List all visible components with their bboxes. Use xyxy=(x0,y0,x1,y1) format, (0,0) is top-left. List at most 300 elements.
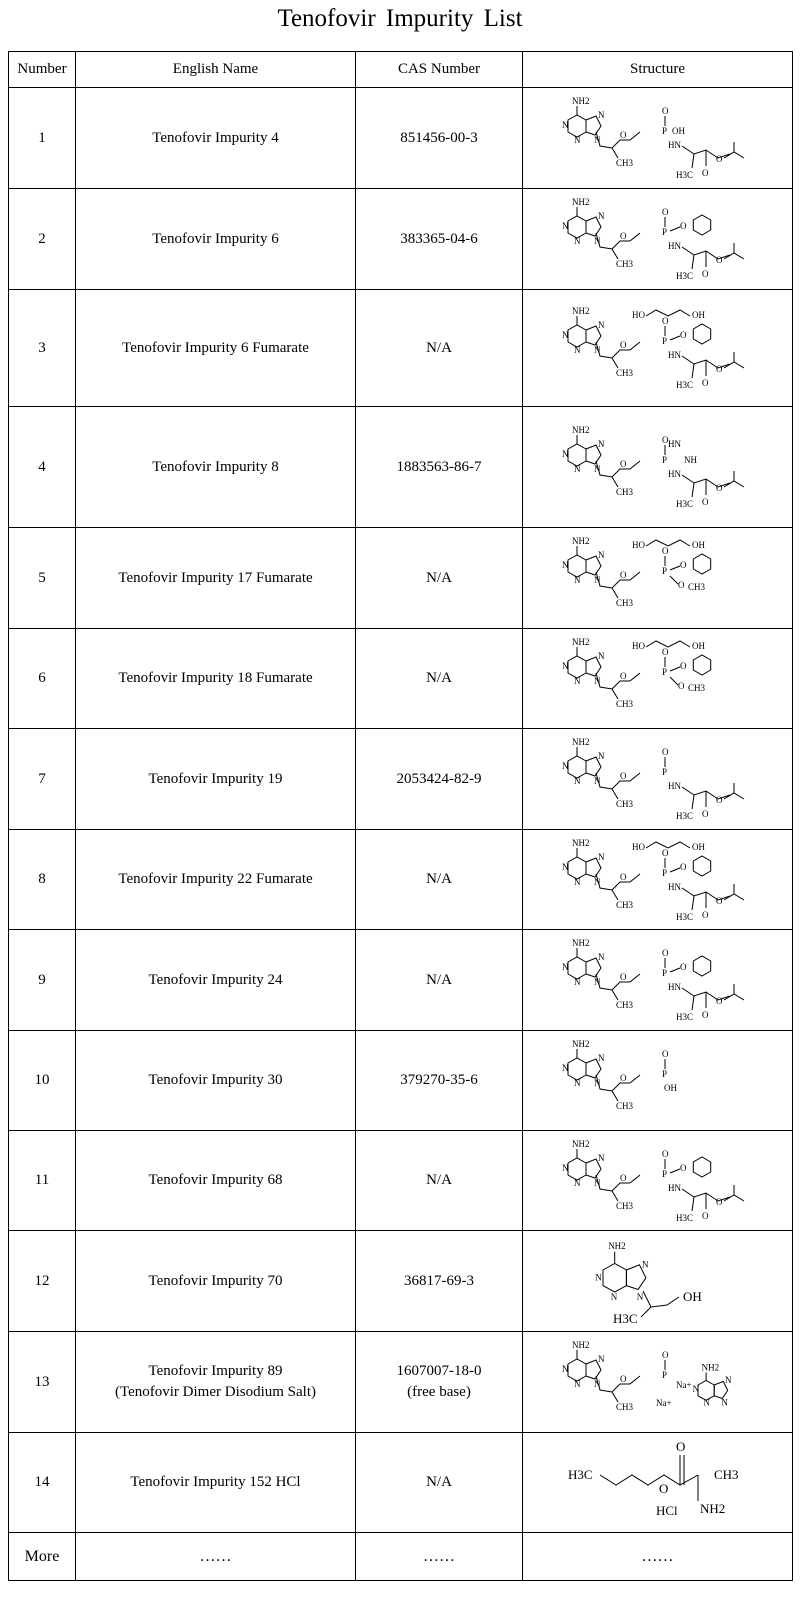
more-row[interactable] xyxy=(9,1533,793,1581)
row-english-name xyxy=(76,930,356,1031)
phenyl-ring xyxy=(693,324,710,344)
o-label: O xyxy=(661,207,668,217)
row-number xyxy=(9,88,76,189)
row-cas-text: N/A xyxy=(426,569,452,586)
row-number-text: 3 xyxy=(38,339,46,356)
row-name-text: Tenofovir Impurity 70 xyxy=(148,1272,283,1289)
o-label: O xyxy=(619,1172,626,1183)
structure-image xyxy=(558,421,758,513)
row-name-text: Tenofovir Impurity 4 xyxy=(152,129,279,146)
n-label: N xyxy=(724,1375,731,1386)
ch3-label: CH3 xyxy=(615,158,633,168)
oh-label: OH xyxy=(663,1082,677,1093)
row-name-text: Tenofovir Impurity 24 xyxy=(148,971,283,988)
n-label: N xyxy=(573,1379,580,1389)
h3c-label: H3C xyxy=(675,1012,693,1022)
header-structure: Structure xyxy=(523,52,793,88)
p-label: P xyxy=(661,867,667,878)
h3c-label: H3C xyxy=(675,380,693,390)
structure-image xyxy=(558,1035,758,1127)
o-label: O xyxy=(661,747,668,757)
n-label: N xyxy=(573,977,580,987)
o-label: O xyxy=(715,255,722,265)
n-label: N xyxy=(593,135,600,145)
ho-label: HO xyxy=(631,841,645,852)
n-label: N xyxy=(561,1162,568,1173)
nh2-label: NH2 xyxy=(571,306,589,316)
row-cas-number xyxy=(356,528,523,629)
phenyl-ring xyxy=(693,956,710,976)
nh2-label: NH2 xyxy=(571,837,589,848)
row-cas-text: 1883563-86-7 xyxy=(396,458,482,475)
row-cas-number xyxy=(356,729,523,830)
row-name-subtitle: (Tenofovir Dimer Disodium Salt) xyxy=(115,1384,316,1400)
row-english-name xyxy=(76,407,356,528)
o-label: O xyxy=(619,871,626,882)
header-number: Number xyxy=(9,52,76,88)
table-row xyxy=(9,830,793,930)
o-label: O xyxy=(715,1196,722,1207)
o-label: O xyxy=(701,168,708,178)
row-english-name xyxy=(76,629,356,729)
n-label: N xyxy=(593,776,600,786)
row-number-text: 10 xyxy=(34,1072,50,1088)
oh-label: OH xyxy=(691,640,705,651)
table-header-row xyxy=(9,52,793,88)
nh2-label: NH2 xyxy=(571,536,589,546)
ch3-label: CH3 xyxy=(615,598,633,608)
row-number xyxy=(9,729,76,830)
h3c-label: H3C xyxy=(675,271,693,281)
row-number xyxy=(9,1031,76,1131)
o-label: O xyxy=(619,231,626,241)
row-name-text: Tenofovir Impurity 152 HCl xyxy=(130,1474,301,1490)
ch3-label: CH3 xyxy=(615,259,633,269)
o-label: O xyxy=(675,1438,685,1454)
p-label: P xyxy=(661,1370,667,1380)
row-number xyxy=(9,830,76,930)
n-label: N xyxy=(597,952,604,962)
o-label: O xyxy=(661,435,668,445)
structure-image xyxy=(558,1135,758,1227)
hn-label: HN xyxy=(667,982,681,992)
row-number-text: 1 xyxy=(38,129,46,146)
more-name: …… xyxy=(76,1533,356,1581)
row-cas-text: 1607007-18-0 xyxy=(396,1363,482,1379)
o-label: O xyxy=(661,847,668,858)
oh-label: OH xyxy=(671,126,685,136)
h3c-label: H3C xyxy=(675,499,693,509)
impurity-table xyxy=(8,51,793,1581)
row-cas-text: 379270-35-6 xyxy=(400,1072,478,1088)
row-cas-number xyxy=(356,1332,523,1433)
nh2-label: NH2 xyxy=(571,425,589,435)
table-row xyxy=(9,729,793,830)
o-label: O xyxy=(715,154,722,164)
o-label: O xyxy=(679,962,686,972)
n-label: N xyxy=(593,345,600,355)
oh-label: OH xyxy=(691,841,705,852)
row-name-text: Tenofovir Impurity 8 xyxy=(152,458,279,475)
row-cas-text: 383365-04-6 xyxy=(400,230,478,247)
table-row xyxy=(9,189,793,290)
n-label: N xyxy=(561,560,568,570)
n-label: N xyxy=(573,236,580,246)
nh2-label: NH2 xyxy=(571,96,589,106)
n-label: N xyxy=(593,464,600,474)
h3c-label: H3C xyxy=(612,1311,638,1326)
n-label: N xyxy=(573,1077,580,1088)
n-label: N xyxy=(597,439,604,449)
ch3-label: CH3 xyxy=(615,1402,633,1412)
row-english-name xyxy=(76,729,356,830)
row-english-name xyxy=(76,1433,356,1533)
o-label: O xyxy=(701,1210,708,1221)
o-label: O xyxy=(679,861,686,872)
nh2-label: NH2 xyxy=(571,1340,589,1350)
o-label: O xyxy=(701,497,708,507)
nh2-label: NH2 xyxy=(607,1241,626,1252)
n-label: N xyxy=(702,1397,710,1408)
h3c-label: H3C xyxy=(675,811,693,821)
nh-label: NH xyxy=(683,455,697,465)
n-label: N xyxy=(561,1062,568,1073)
n-label: N xyxy=(573,575,580,585)
row-structure xyxy=(523,1131,793,1231)
row-structure xyxy=(523,1231,793,1332)
ch3-label: CH3 xyxy=(615,368,633,378)
p-label: P xyxy=(661,1068,667,1079)
p-label: P xyxy=(661,767,667,777)
o-label: O xyxy=(679,330,686,340)
row-number-text: 9 xyxy=(38,971,46,988)
nh2-label: NH2 xyxy=(699,1500,725,1516)
row-number-text: 7 xyxy=(38,770,46,787)
n-label: N xyxy=(692,1384,699,1395)
n-label: N xyxy=(573,345,580,355)
row-name-text: Tenofovir Impurity 6 xyxy=(152,230,279,247)
row-cas-text: N/A xyxy=(426,971,452,988)
row-cas-number xyxy=(356,1131,523,1231)
row-cas-number xyxy=(356,88,523,189)
p-label: P xyxy=(661,666,667,677)
n-label: N xyxy=(593,1379,600,1389)
row-cas-number xyxy=(356,629,523,729)
table-row xyxy=(9,1231,793,1332)
p-label: P xyxy=(661,227,667,237)
n-label: N xyxy=(573,135,580,145)
o-label: O xyxy=(715,795,722,805)
row-number xyxy=(9,1332,76,1433)
o-label: O xyxy=(679,1162,686,1173)
row-structure xyxy=(523,407,793,528)
ho-label: HO xyxy=(631,640,645,651)
o-label: O xyxy=(677,580,684,590)
table-row xyxy=(9,1433,793,1533)
row-structure xyxy=(523,528,793,629)
n-label: N xyxy=(594,1272,602,1283)
row-structure xyxy=(523,189,793,290)
row-english-name xyxy=(76,1131,356,1231)
n-label: N xyxy=(597,851,604,862)
ch3-label: CH3 xyxy=(615,799,633,809)
o-label: O xyxy=(619,459,626,469)
row-structure xyxy=(523,830,793,930)
row-number xyxy=(9,407,76,528)
row-cas-text: N/A xyxy=(426,339,452,356)
row-cas-text: N/A xyxy=(426,1172,452,1188)
row-name-text: Tenofovir Impurity 17 Fumarate xyxy=(118,569,313,586)
phenyl-ring xyxy=(693,1157,710,1177)
n-label: N xyxy=(593,1177,600,1188)
row-cas-number xyxy=(356,290,523,407)
n-label: N xyxy=(720,1397,728,1408)
hn-label: HN xyxy=(667,469,681,479)
ch3-label: CH3 xyxy=(615,1100,633,1111)
n-label: N xyxy=(593,675,600,686)
row-number xyxy=(9,629,76,729)
structure-image xyxy=(558,633,758,725)
n-label: N xyxy=(561,761,568,771)
n-label: N xyxy=(593,575,600,585)
hn-label: HN xyxy=(667,350,681,360)
row-number-text: 12 xyxy=(34,1272,50,1289)
table-row xyxy=(9,1031,793,1131)
o-label: O xyxy=(661,1048,668,1059)
p-label: P xyxy=(661,1168,667,1179)
o-label: O xyxy=(715,996,722,1006)
ch3-label: CH3 xyxy=(687,682,705,693)
h3c-label: H3C xyxy=(675,170,693,180)
p-label: P xyxy=(661,336,667,346)
o-label: O xyxy=(679,660,686,671)
n-label: N xyxy=(561,449,568,459)
n-label: N xyxy=(597,650,604,661)
row-english-name xyxy=(76,189,356,290)
row-number-text: 6 xyxy=(38,670,46,686)
structure-image xyxy=(538,1437,778,1529)
row-name-text: Tenofovir Impurity 18 Fumarate xyxy=(118,670,313,686)
row-english-name xyxy=(76,1332,356,1433)
o-label: O xyxy=(619,1072,626,1083)
row-english-name xyxy=(76,528,356,629)
phenyl-ring xyxy=(693,215,710,235)
n-label: N xyxy=(573,675,580,686)
na-label: Na+ xyxy=(655,1398,672,1408)
structure-image xyxy=(558,733,758,825)
header-english-name: English Name xyxy=(76,52,356,88)
table-row xyxy=(9,290,793,407)
n-label: N xyxy=(573,776,580,786)
row-cas-number xyxy=(356,407,523,528)
row-cas-number xyxy=(356,1231,523,1332)
table-row xyxy=(9,407,793,528)
row-english-name xyxy=(76,88,356,189)
row-structure xyxy=(523,629,793,729)
page-title: Tenofovir Impurity List xyxy=(277,5,523,32)
row-cas-text: N/A xyxy=(426,670,452,686)
nh2-label: NH2 xyxy=(571,1038,589,1049)
o-label: O xyxy=(679,221,686,231)
n-label: N xyxy=(597,751,604,761)
table-row xyxy=(9,1332,793,1433)
more-structure: …… xyxy=(523,1533,793,1581)
o-label: O xyxy=(619,1374,626,1384)
o-label: O xyxy=(701,269,708,279)
o-label: O xyxy=(619,771,626,781)
table-row xyxy=(9,629,793,729)
n-label: N xyxy=(573,464,580,474)
p-label: P xyxy=(661,968,667,978)
o-label: O xyxy=(661,106,668,116)
row-english-name xyxy=(76,1031,356,1131)
hn-label: HN xyxy=(667,881,681,892)
row-english-name xyxy=(76,830,356,930)
row-cas-text: N/A xyxy=(426,871,452,887)
structure-image xyxy=(558,302,758,394)
n-label: N xyxy=(593,977,600,987)
row-number xyxy=(9,1231,76,1332)
nh2-label: NH2 xyxy=(571,1138,589,1149)
n-label: N xyxy=(610,1291,617,1302)
p-label: P xyxy=(661,126,667,136)
row-cas-text: 2053424-82-9 xyxy=(396,770,482,787)
n-label: N xyxy=(561,962,568,972)
table-row xyxy=(9,930,793,1031)
row-number-text: 5 xyxy=(38,569,46,586)
row-cas-number xyxy=(356,1433,523,1533)
n-label: N xyxy=(597,211,604,221)
nh2-label: NH2 xyxy=(571,197,589,207)
row-cas-text: 851456-00-3 xyxy=(400,129,478,146)
oh-label: OH xyxy=(691,310,705,320)
row-number xyxy=(9,1433,76,1533)
row-structure xyxy=(523,1031,793,1131)
structure-image xyxy=(558,834,758,926)
o-label: O xyxy=(661,1350,668,1360)
h3c-label: H3C xyxy=(675,911,693,922)
p-label: P xyxy=(661,455,667,465)
hn-label: HN xyxy=(667,1182,681,1193)
table-row xyxy=(9,88,793,189)
n-label: N xyxy=(597,320,604,330)
row-cas-text: 36817-69-3 xyxy=(404,1272,474,1289)
n-label: N xyxy=(597,110,604,120)
structure-image xyxy=(558,934,758,1026)
structure-image xyxy=(558,532,758,624)
row-number-text: 13 xyxy=(34,1373,50,1390)
row-name-text: Tenofovir Impurity 6 Fumarate xyxy=(122,339,309,356)
n-label: N xyxy=(561,660,568,671)
o-label: O xyxy=(715,483,722,493)
structure-image xyxy=(558,193,758,285)
oh-label: OH xyxy=(682,1289,702,1304)
row-number xyxy=(9,1131,76,1231)
row-number xyxy=(9,930,76,1031)
ch3-label: CH3 xyxy=(615,1200,633,1211)
nh2-label: NH2 xyxy=(571,737,589,747)
more-cas: …… xyxy=(356,1533,523,1581)
h3c-label: H3C xyxy=(567,1466,593,1482)
o-label: O xyxy=(661,1148,668,1159)
nh2-label: NH2 xyxy=(701,1362,719,1373)
row-number xyxy=(9,528,76,629)
row-cas-text: N/A xyxy=(426,1474,452,1490)
row-structure xyxy=(523,930,793,1031)
n-label: N xyxy=(593,876,600,887)
row-cas-number xyxy=(356,930,523,1031)
row-name-text: Tenofovir Impurity 22 Fumarate xyxy=(118,871,313,887)
ho-label: HO xyxy=(631,310,645,320)
hn-label: HN xyxy=(667,140,681,150)
n-label: N xyxy=(561,1364,568,1374)
row-structure xyxy=(523,729,793,830)
structure-image xyxy=(543,1235,773,1327)
hn-label: HN xyxy=(667,781,681,791)
n-label: N xyxy=(593,236,600,246)
nh2-label: NH2 xyxy=(571,636,589,647)
nh2-label: NH2 xyxy=(571,938,589,948)
o-label: O xyxy=(677,680,684,691)
row-structure xyxy=(523,290,793,407)
hn-label: HN xyxy=(667,241,681,251)
n-label: N xyxy=(597,550,604,560)
row-number-text: 2 xyxy=(38,230,46,247)
ch3-label: CH3 xyxy=(687,582,705,592)
n-label: N xyxy=(597,1354,604,1364)
p-label: P xyxy=(661,566,667,576)
row-name-text: Tenofovir Impurity 19 xyxy=(148,770,283,787)
row-number-text: 11 xyxy=(34,1172,50,1188)
row-structure xyxy=(523,1433,793,1533)
o-label: O xyxy=(619,130,626,140)
row-cas-number xyxy=(356,830,523,930)
na-label: Na+ xyxy=(675,1380,692,1390)
row-structure xyxy=(523,1332,793,1433)
phenyl-ring xyxy=(693,554,710,574)
table-row xyxy=(9,528,793,629)
o-label: O xyxy=(679,560,686,570)
row-cas-number xyxy=(356,189,523,290)
more-number[interactable]: More xyxy=(9,1533,76,1581)
o-label: O xyxy=(661,948,668,958)
n-label: N xyxy=(561,120,568,130)
phenyl-ring xyxy=(693,856,710,876)
n-label: N xyxy=(597,1152,604,1163)
row-number-text: 14 xyxy=(34,1474,50,1490)
h3c-label: H3C xyxy=(675,1212,693,1223)
ch3-label: CH3 xyxy=(615,1000,633,1010)
structure-image xyxy=(558,1336,758,1428)
o-label: O xyxy=(701,378,708,388)
n-label: N xyxy=(641,1259,648,1270)
row-name-text: Tenofovir Impurity 68 xyxy=(148,1172,283,1188)
ch3-label: CH3 xyxy=(615,487,633,497)
row-number xyxy=(9,189,76,290)
o-label: O xyxy=(619,340,626,350)
n-label: N xyxy=(573,1177,580,1188)
o-label: O xyxy=(701,909,708,920)
n-label: N xyxy=(597,1052,604,1063)
ch3-label: CH3 xyxy=(615,899,633,910)
structure-image xyxy=(558,92,758,184)
phenyl-ring xyxy=(693,655,710,675)
row-name-text: Tenofovir Impurity 30 xyxy=(148,1072,283,1088)
hn-label: HN xyxy=(667,439,681,449)
o-label: O xyxy=(715,895,722,906)
n-label: N xyxy=(593,1077,600,1088)
o-label: O xyxy=(701,809,708,819)
